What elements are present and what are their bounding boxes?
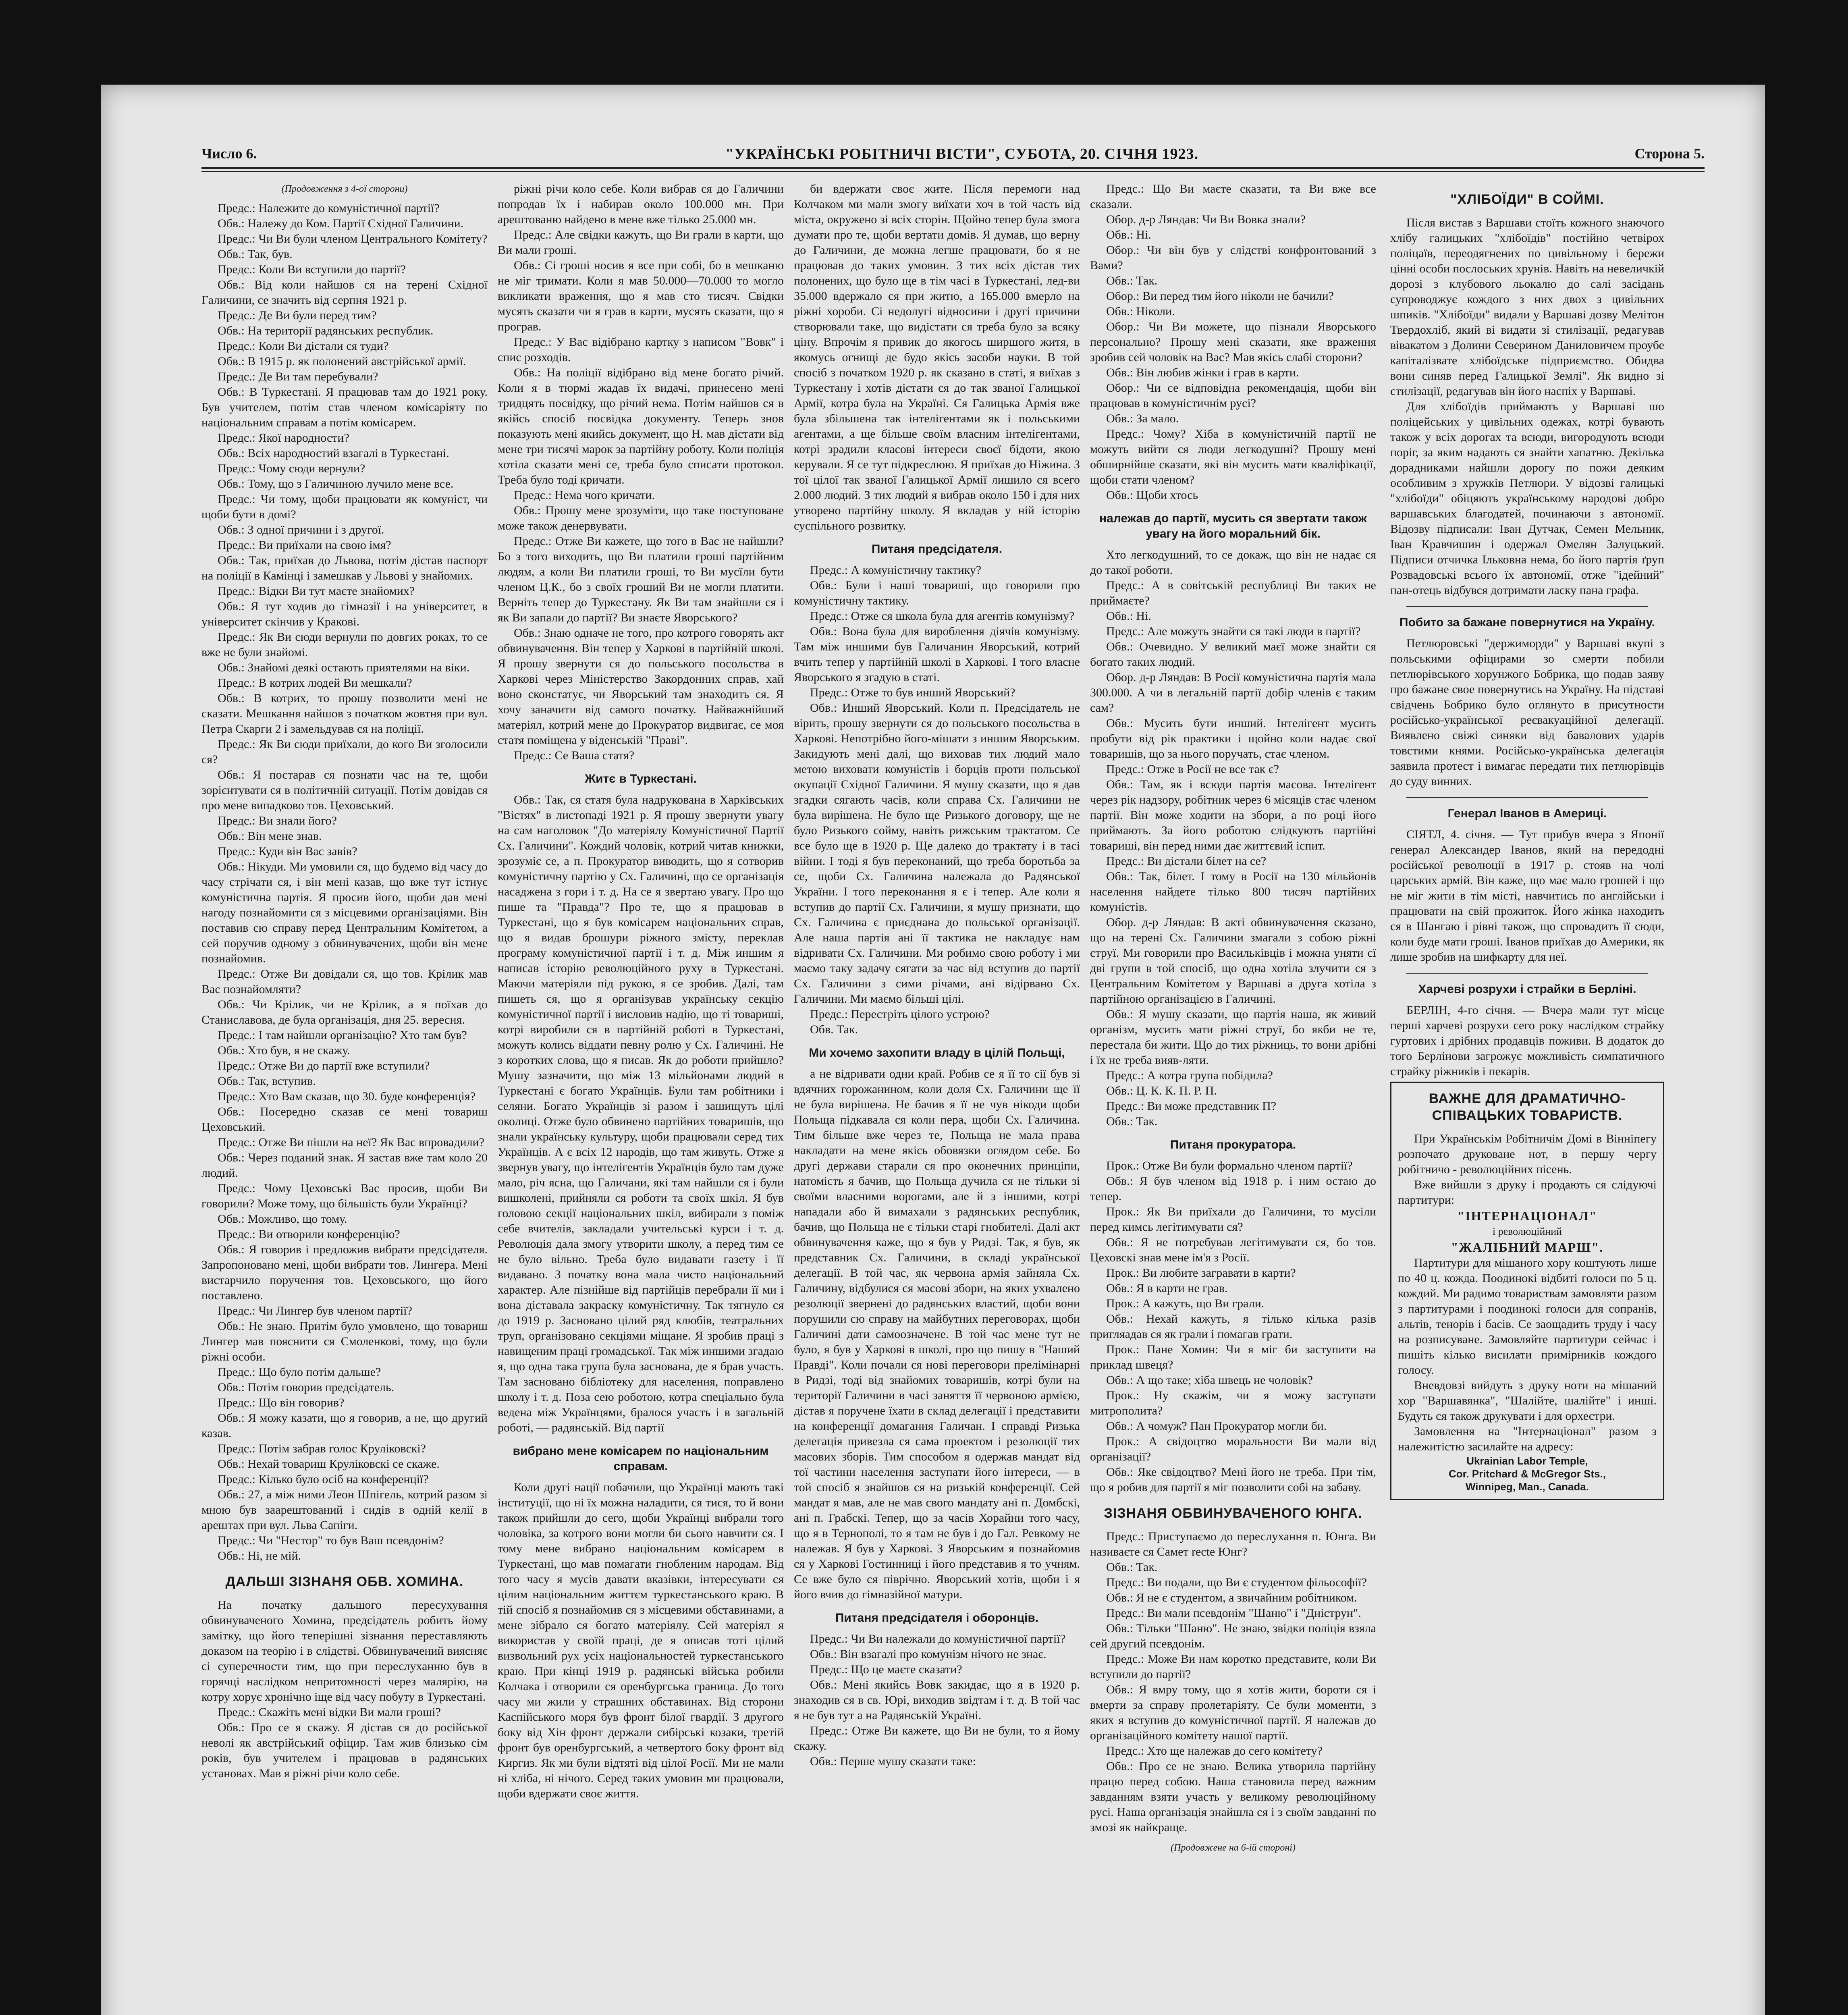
- paragraph: Обв.: Ніколи.: [1106, 305, 1175, 318]
- paragraph: Предс.: Що він говорив?: [218, 1396, 345, 1409]
- column-3: [794, 181, 1080, 2015]
- advert-paragraphs: [1398, 1131, 1657, 1208]
- paragraph: Обв.: Через поданий знак. Я застав вже там коло 20 людий.: [201, 1151, 488, 1180]
- paragraph: Предс.: Отже ся школа була для агентів комунізму?: [810, 609, 1075, 623]
- paragraph: Обв.: Сі гроші носив я все при собі, бо в мешканю не міг тримати. Коли я мав 50.000—70.000 то могло викликати враження, що я мав сто тисяч. Свідки мусять сказати чи я грав в карти, мусять сказати, що я програв.: [498, 259, 784, 333]
- column-5-paragraphs-2: [1390, 636, 1664, 789]
- divider: [1406, 797, 1648, 798]
- heading-jung-testimony: ЗІЗНАНЯ ОБВИНУВАЧЕНОГО ЮНГА.: [1104, 1506, 1362, 1521]
- heading-elected-commissar: вибрано мене комісарем по національним справам.: [513, 1444, 769, 1473]
- paragraph: Предс.: Де Ви там перебували?: [218, 370, 378, 383]
- page-side-label: Сторона 5.: [1634, 145, 1705, 162]
- paragraph: Обв.: Я не потребував легітимувати ся, бо тов. Цеховскі знав мене ім'я з Росії.: [1090, 1236, 1376, 1264]
- paragraph: Обор.: Чи Ви можете, що пізнали Яворського персонально? Прошу мені сказати, яке враження зробив сей чоловік на Вас? Мав якісь слабі сторони?: [1090, 320, 1376, 364]
- internationale-title: "ІНТЕРНАЦІОНАЛ": [1457, 1209, 1597, 1223]
- heading-party-moral-side: належав до партії, мусить ся звертати також увагу на його моральний бік.: [1099, 512, 1367, 540]
- paragraph: Обв.: Він взагалі про комунізм нічого не знає.: [810, 1647, 1047, 1661]
- heading-seize-power: Ми хочемо захопити владу в цілій Польщі,: [809, 1046, 1065, 1059]
- column-5-paragraphs-1: [1390, 215, 1664, 598]
- column-5: [1390, 181, 1664, 2015]
- paragraph: Обв.: Так, приїхав до Львова, потім дістав паспорт на поліції в Камінці і замешкав у Львові у знайомих.: [201, 554, 488, 582]
- paragraph: Предс.: Відки Ви тут маєте знайомих?: [218, 584, 415, 598]
- column-4-paragraphs-2: [1090, 547, 1376, 1129]
- paragraph: Обв.: Знаю одначе не того, про котрого говорять акт обвинувачення. Він тепер у Харкові в партійній школі. Я прошу звернути ся до польського посольства в Харкові через Міністерство Закордонних справ, хай воно сконстатує, чи Яворський там знаходить ся. Я хочу заначити від самого початку. Найважнійший матеріял, котрий мене до Прокуратор видвигає, се моя статя поміщена у віденській "Праві".: [498, 626, 784, 747]
- paragraph: Предс.: Ви мали псевдонім "Шаню" і "Дніструн".: [1106, 1606, 1361, 1620]
- paragraph: Предс.: Що було потім дальше?: [218, 1365, 381, 1379]
- column-4: [1090, 181, 1376, 2015]
- page-number-label: Число 6.: [201, 145, 257, 162]
- paragraph: Предс.: Отже в Росії не все так є?: [1106, 762, 1279, 776]
- paragraph: Предс.: Але свідки кажуть, що Ви грали в карти, що Ви мали гроші.: [498, 228, 784, 257]
- column-3-paragraphs-4: [794, 1631, 1080, 1769]
- paragraph: Вже вийшли з друку і продають ся слідуючі партитури:: [1398, 1178, 1657, 1207]
- paragraph: Предс.: Отже то був инший Яворський?: [810, 686, 1015, 699]
- heading-chairman-defence-questions: Питаня предсідателя і оборонців.: [835, 1611, 1039, 1624]
- paragraph: Предс.: Чому? Хіба в комуністичній партії не можуть вийти ся люди легкодушні? Прошу мені обширнійше сказати, які він мусить мати кваліфікації, щоби стати членом?: [1090, 427, 1376, 486]
- paragraph: Прок.: А кажуть, що Ви грали.: [1106, 1297, 1265, 1310]
- paragraph: Обв.: 27, а між ними Леон Шпігель, котрий разом зі мною був заарештований і сидів в одній келії в арештах при вул. Льва Сапіги.: [201, 1488, 488, 1532]
- column-1: [201, 181, 488, 2015]
- paragraph: Предс.: Приступаємо до переслухання п. Юнга. Ви називаєте ся Самет recte Юнг?: [1090, 1530, 1376, 1558]
- column-2: [498, 181, 784, 2015]
- paragraph: Предс.: А в совітській республиці Ви таких не приймаєте?: [1090, 579, 1376, 607]
- paragraph: Прок.: Ви любите загравати в карти?: [1106, 1266, 1296, 1280]
- paragraph: Предс.: Ви отворили конференцію?: [218, 1228, 400, 1241]
- paragraph: ріжні річи коло себе. Коли вибрав ся до Галичини попродав їх і набирав около 100.000 мн. При арештованю найдено в мене вже тілько 25.000 мн.: [498, 182, 784, 226]
- paragraph: Обор. д-р Ляндав: В Росії комуністична партія мала 300.000. А чи в легальній партії добір членів є таким сам?: [1090, 671, 1376, 715]
- paragraph: Обв.: За мало.: [1106, 412, 1179, 425]
- column-2-paragraphs: [498, 181, 784, 763]
- paragraph: Обв.: Инший Яворський. Коли п. Предсідатель не вірить, прошу звернути ся до польського посольства в Харкові. Непотрібно його-мішати з иншим Яворським. Закидують мені далі, що виховав тих людий мало метою виховати комуністів і борців проти польської окупації Східної Галичини. Я мушу сказати, що я дав згадки сягають часів, коли справа Сх. Галичини не була вирішена. Не було ще Ризького договору, ще не було Ризького сойму, навіть рижським трактатом. Се все було ще в 1920 р. Ще далеко до трактату і в тасі війни. І тоді я був переконаний, що треба боротьба за се, щоби Сх. Галичина належала до Радянської України. І того переконання я є і тепер. Але коли я вступив до партії Сх. Галичини, я мушу признати, що Сх. Галичина є приєднана до польської організації. Але наша партія ані її тактика не накладує нам відривати Сх. Галичини. Ми робимо свою роботу і ми маємо таку задачу сягати за час від вступив до партії Сх. Галичини з сими річами, ані відірвано Сх. Галичини. Ми маємо більші цілі.: [794, 701, 1080, 1005]
- funeral-march-title: "ЖАЛІБНИЙ МАРШ".: [1451, 1240, 1604, 1255]
- paragraph: СІЯТЛ, 4. січня. — Тут прибув вчера з Японії генерал Александер Іванов, який на передодні російської революції в 1917 р. стояв на чолі царських армій. Він каже, що має мало грошей і що не міг жити в тім місті, навчитись по англійськи і працювати на свій прожиток. Його жінка находить ся в Шангаю і рівні також, що спровадить її сюди, коли буде мати гроші. Іванов приїхав до Америки, як лише зробив на шифкарту для неї.: [1390, 828, 1664, 964]
- paragraph: Обв.: В Туркестані. Я працював там до 1921 року. Був учителем, потім став членом комісаріяту по національним справам а потім комісарем.: [201, 385, 488, 429]
- masthead-rule-thin: [201, 171, 1705, 172]
- paragraph: Партитури для мішаного хору коштують лише по 40 ц. кожда. Поодинокі відбиті голоси по 5 ц. кождий. Ми радимо товариствам замовляти разом з партитурами і поодинокі голоси для сопранів, альтів, тенорів і басів. Се заощадить труду і часу на розписуване. Замовляйте партитури сейчас і пишіть кілько висилати примірників кождого голосу.: [1398, 1256, 1657, 1377]
- paragraph: Предс.: Може Ви нам коротко представите, коли Ви вступили до партії?: [1090, 1652, 1376, 1681]
- paragraph: Обв.: Він мене знав.: [218, 829, 322, 843]
- paragraph: Предс.: Скажіть мені відки Ви мали гроші?: [218, 1705, 441, 1719]
- paragraph: Обор.: Чи се відповідна рекомендація, щоби він працював в комуністичнім русі?: [1090, 381, 1376, 410]
- paragraph: Обв.: Можливо, що тому.: [218, 1212, 347, 1226]
- paragraph: Прок.: Пане Хомин: Чи я міг би заступити на приклад швеця?: [1090, 1343, 1376, 1371]
- paragraph: При Українськім Робітничім Домі в Вінніпегу розпочато друковане нот, в першу чергу робітничо - революційних пісень.: [1398, 1132, 1657, 1176]
- advert-paragraphs-2: [1398, 1255, 1657, 1454]
- paragraph: Обв.: Нікуди. Ми умовили ся, що будемо від часу до часу стрічати ся, і він мені казав, що вже тут істнує комуністична партія. Я просив його, щоби дав мені нагоду познайомити ся з місцевими організаціями. Він поставив сю справу перед Центральним Комітетом, а сей поручив одному з обвинувачених, щоби він мене познайомив.: [201, 860, 488, 965]
- paragraph: Обв.: Я тут ходив до гімназії і на університет, в університет скінчив у Кракові.: [201, 600, 488, 628]
- column-1-paragraphs-2: [201, 1597, 488, 1781]
- paragraph: Предс.: Потім забрав голос Круліковскі?: [218, 1442, 426, 1455]
- paragraph: Замовлення на "Інтернаціонал" разом з належитістю засилайте на адресу:: [1398, 1425, 1657, 1453]
- newspaper-page: [101, 85, 1765, 2015]
- column-4-paragraphs: [1090, 181, 1376, 503]
- paragraph: Обв.: Про се я скажу. Я дістав ся до російської неволі як австрійський офіцир. Там жив близько сім років, був учителем і працював в радянських установах. Мав я ріжні річи коло себе.: [201, 1721, 488, 1780]
- paragraph: Обв.: Потім говорив предсідатель.: [218, 1381, 395, 1394]
- paragraph: Обв.: Я говорив і предложив вибрати предсідателя. Запропоновано мені, щоби вибрати тов. Лингера. Мені вистарчило поручення тов. Цеховського, що його поставлено.: [201, 1243, 488, 1302]
- heading-general-ivanov: Генерал Іванов в Америці.: [1447, 807, 1607, 820]
- heading-food-riots-berlin: Харчеві розрухи і страйки в Берліні.: [1418, 983, 1636, 996]
- paragraph: Петлюровські "держиморди" у Варшаві вкупі з польськими офіцирами зо смерти побили петлюрівського хорунжого Бобрика, що подав заяву про бажане свое повернутись на Україну. На підставі свідчень Бобрико було оглянуто в присутности російсько-української реєвакуаційної делегації. Виявлено свіжі синяки від бавалових ударів товстими княми. Російсько-українська делегація заявила протест і вимагає передати тих петлюрівців до суду винних.: [1390, 637, 1664, 788]
- paragraph: Обв.: Тільки "Шаню". Не знаю, звідки поліція взяла сей другий псевдонім.: [1090, 1622, 1376, 1650]
- column-5-paragraphs-3: [1390, 827, 1664, 965]
- column-4-paragraphs-4: [1090, 1529, 1376, 1835]
- paragraph: Предс.: І там найшли організацію? Хто там був?: [218, 1028, 467, 1042]
- paragraph: Обв.: Так, був.: [218, 247, 293, 261]
- and-revolutionary-label: і революційний: [1492, 1226, 1562, 1237]
- paragraph: Предс.: Куди він Вас завів?: [218, 845, 357, 858]
- address-line-3: Winnipeg, Man., Canada.: [1465, 1481, 1589, 1493]
- paragraph: Обв.: Хто був, я не скажу.: [218, 1044, 350, 1057]
- paragraph: Прок.: А свідоцтво моральности Ви мали від організації?: [1090, 1435, 1376, 1463]
- paragraph: Обв.: Знайомі деякі остають приятелями на віки.: [218, 661, 470, 674]
- paper-title-line: "УКРАЇНСЬКІ РОБІТНИЧІ ВІСТИ", СУБОТА, 20. СІЧНЯ 1923.: [725, 145, 1199, 162]
- paragraph: Коли другі нації побачили, що Українці мають такі інституції, що ні їх можна наладити, ся тися, то й вони також прийшли до сего, щоби Українці вибрали того чоловіка, за котрого вони могли би сього навчити ся. І тому мене вибрано національним комісарем в Туркестані, що мав помагати гнобленим народам. Від того часу я мусів давати вказівки, інтересувати ся цілим національним життєм туркестанського краю. В тій спосіб я познайомив ся з місцевими обставинами, а мене зібрало ся богато матеріялу. Сей матеріял я використав у своїй праці, де я описав тоті цілий визвольний рух усіх національностей туркестанського краю. При кінці 1919 р. радянські війська робили Колчака і отворили ся оренбургська граница. До того часу ми жили у страшних обставинах. Від сторони Каспійського моря був фронт білої гвардії. З другого боку від Хін фронт держали сибірські козаки, третій фронт був оренбургський, а четвертого боку фронт від Киргиз. Як ми були відтяті від цілої Росії. Ми не мали ні хліба, ні нічого. Серед таких умовин ми працювали, щоби вдержати своє життя.: [498, 1481, 784, 1800]
- heading-life-in-turkestan: Житє в Туркестані.: [585, 772, 697, 785]
- paragraph: Обв.: Були і наші товариші, що говорили про комуністичну тактику.: [794, 579, 1080, 607]
- paragraph: Обор. д-р Ляндав: В акті обвинувачення сказано, що на терені Сх. Галичини змагали з собою ріжні струї. Ми говорили про Васильківців і можна уняти сї дві групи в той спосіб, що одна хотіла злучити ся з Центральним Комітетом у Варшаві а друга хотіла з партійною організацією в Галичині.: [1090, 916, 1376, 1005]
- paragraph: би вдержати своє жите. Після перемоги над Колчаком ми мали змогу виїхати хоч в той часть від міста, окружено зі всіх сторін. Щойно тепер була змога думати про те, щоби вертати домів. Я думав, що верну до Галичини, де можна легше працювати, бо я не працював до таких умовин. З тих всіх дістав тих полонених, що було ще в тім часі в Туркестані, лед-ви 35.000 вдержало ся при житю, а 165.000 вмерло на ріжні хороби. Сі недолугі відносини і другі причини створювали таке, що видістати ся треба було за всяку ціну. Впрочім я привик до якогось ширшого житя, в якомусь огнищі де будо якісь засоби науки. В той спосіб з початком 1920 р. як сказано в статі, я виїхав з Туркестану і хотів дістати ся до так званої Галицької Армії, котра була на Україні. Ся Галицька Армія вже була збільшена так інтелігентами як і польськими агентами, а ще більше своїм власним інтелігентами, котрі зрадили класові інтереси своєї бідоти, якою керували. Я се тут підкреслюю. Я приїхав до Ніжина. З тої цілої так званої Галицької Армії лишило ся всего 2.000 людий. З тих людий я вибрав около 150 і для них утворено партійну школу. Я вкладав у ній історію суспільного розвитку.: [794, 182, 1080, 532]
- paragraph: Обв.: Я був членом від 1918 р. і ним остаю до тепер.: [1090, 1174, 1376, 1203]
- heading-khliboidy-sejm: "ХЛІБОЇДИ" В СОЙМІ.: [1450, 192, 1604, 207]
- column-3-paragraphs-3: [794, 1066, 1080, 1602]
- paragraph: Обв.: Тому, що з Галичиною лучило мене все.: [218, 477, 454, 490]
- paragraph: Обв.: З одної причини і з другої.: [218, 523, 384, 536]
- paragraph: Предс.: Ви знали його?: [218, 814, 337, 827]
- paragraph: Предс.: Чому сюди вернули?: [218, 462, 365, 475]
- paragraph: Предс.: Отже Ви кажете, що того в Вас не найшли? Бо з того виходить, що Ви платили гроші партійним людям, а коли Ви платили гроші, то Ви мусїли бути членом Ц.К., бо з своїх гроший Ви не могли платити. Верніть тепер до Туркестану. Як Ви там знайшли ся і як Ви запали до партії? Ви знаєте Яворського?: [498, 534, 784, 624]
- paragraph: Предс.: А комуністичну тактику?: [810, 563, 982, 577]
- paragraph: Обв. Так.: [810, 1023, 858, 1036]
- paragraph: Обв.: Так, вступив.: [218, 1074, 316, 1088]
- paragraph: Обв.: Щоби хтось: [1106, 488, 1198, 502]
- paragraph: Предс.: Отже Ви до партії вже вступили?: [218, 1059, 430, 1072]
- paragraph: Прок.: Отже Ви були формально членом партії?: [1106, 1159, 1353, 1172]
- paragraph: Предс.: Чи тому, щоби працювати як комуніст, чи щоби бути в домі?: [201, 492, 488, 521]
- paragraph: Обв.: Перше мушу сказати таке:: [810, 1755, 976, 1768]
- paragraph: Предс.: А котра група побідила?: [1106, 1069, 1273, 1082]
- paragraph: Обв.: Нехай кажуть, я тілько кілька разів пригляадав ся як грали і помагав грати.: [1090, 1312, 1376, 1341]
- paragraph: Прок.: Ну скажім, чи я можу заступати митрополита?: [1090, 1389, 1376, 1417]
- paragraph: На початку дальшого пересухування обвинуваченого Хомина, предсідатель робить йому замітку, що його теперішні зізнання переставляють доказом на теорію і в слідстві. Обвинувачений виясняє сі суперечности тим, що при переслуханню був в горячці наслідком непритомності через малярію, на котру хорує хронічно іще від часу побуту в Туркестані.: [201, 1598, 488, 1703]
- paragraph: Предс.: Отже Ви кажете, що Ви не були, то я йому скажу.: [794, 1724, 1080, 1753]
- paragraph: Предс.: Чи "Нестор" то був Ваш псевдонім?: [218, 1534, 444, 1547]
- paragraph: Обв.: В котрих, то прошу позволити мені не сказати. Мешкання найшов з початком жовтня при вул. Петра Скарги 2 і замельдував ся на поліції.: [201, 692, 488, 735]
- paragraph: Обв.: Так.: [1106, 274, 1158, 287]
- continuation-note: (Продовження з 4-ої сторони): [281, 184, 408, 194]
- column-5-paragraphs-4: [1390, 1003, 1664, 1079]
- paragraph: Обв.: Очевидно. У великий маєї може знайти ся богато таких людий.: [1090, 640, 1376, 669]
- paragraph: Предс.: Як Ви сюди вернули по довгих роках, то се вже не були знайомі.: [201, 630, 488, 659]
- paragraph: Предс.: Що це маєте сказати?: [810, 1663, 962, 1676]
- column-3-paragraphs: [794, 181, 1080, 534]
- heading-drama-societies: ВАЖНЕ ДЛЯ ДРАМАТИЧНО-СПІВАЦЬКИХ ТОВАРИСТВ.: [1429, 1091, 1626, 1123]
- paragraph: Обв.: Я мушу сказати, що партія наша, як живий організм, мусить мати ріжні струї, бо якби не те, перестала би жити. Що до тих ріжниць, то вони дрібні і їх не треба вияв-ляти.: [1090, 1008, 1376, 1067]
- column-2-paragraphs-2: [498, 792, 784, 1435]
- paragraph: Предс.: Ви приїхали на свою імя?: [218, 538, 391, 552]
- paragraph: Предс.: Отже Ви довідали ся, що тов. Крілик мав Вас познайомляти?: [201, 967, 488, 996]
- paragraph: Обв.: Належу до Ком. Партії Східної Галичини.: [218, 217, 464, 230]
- paragraph: Обв.: Там, як і всюди партія масова. Інтелігент через рік надзору, робітник через 6 місяців стає членом партії. Він може ходити на збори, а по році його приймають. За його роботою слідкують партійні товариші, він перед ними дає життєвий іспит.: [1090, 778, 1376, 852]
- paragraph: Обв.: В 1915 р. як полонений австрійської армії.: [218, 355, 466, 368]
- paragraph: Обв.: Вона була для вироблення діячів комунізму. Там між иншими був Галичанин Яворський, котрий вчить тепер у партійній школі в Харкові. І того власне Яворського я згадую в статі.: [794, 625, 1080, 684]
- paragraph: Предс.: Ви дістали білет на се?: [1106, 854, 1267, 868]
- paragraph: Обор.: Чи він був у слідстві конфронтований з Вами?: [1090, 243, 1376, 272]
- paragraph: Обв.: Яке свідоцтво? Мені його не треба. При тім, що я робив для партії я міг позволити собі на забаву.: [1090, 1465, 1376, 1494]
- paragraph: Обв.: Прошу мене зрозуміти, що таке поступоване може також денервувати.: [498, 504, 784, 532]
- paragraph: Обв.: Я не є студентом, а звичайним робітником.: [1106, 1591, 1357, 1604]
- paragraph: Предс.: Де Ви були перед тим?: [218, 309, 377, 322]
- paragraph: Предс.: Хто ще належав до сего комітету?: [1106, 1744, 1323, 1757]
- column-4-paragraphs-3: [1090, 1158, 1376, 1495]
- column-2-paragraphs-3: [498, 1480, 784, 1801]
- paragraph: Обв.: Мусить бути инший. Інтелігент мусить пробути від рік практики і щойно коли надає свої товаришів, що за нього поручать, стає членом.: [1090, 717, 1376, 760]
- heading-chairman-questions: Питаня предсідателя.: [871, 542, 1003, 556]
- paragraph: Обв.: Мені якийсь Вовк закидає, що я в 1920 р. знаходив ся в св. Юрі, виходив звідтам і т. д. В той час я не був тут а на Радянській Україні.: [794, 1678, 1080, 1722]
- column-1-paragraphs: [201, 201, 488, 1564]
- paragraph: Обв.: Всіх народностий взагалі в Туркестані.: [218, 447, 449, 460]
- paragraph: Обв.: Ні.: [1106, 609, 1151, 623]
- divider: [1406, 973, 1648, 974]
- paragraph: Обв.: Так, білет. І тому в Росії на 130 мільйонів населення найдете тілько 800 тисяч партійних комуністів.: [1090, 870, 1376, 914]
- paragraph: Предс.: Коли Ви дістали ся туди?: [218, 339, 389, 353]
- paragraph: Предс.: Ви подали, що Ви є студентом фільософії?: [1106, 1576, 1367, 1589]
- paragraph: Предс.: В котрих людей Ви мешкали?: [218, 676, 412, 690]
- paragraph: Обв.: Від коли найшов ся на терені Східної Галичини, се значить від серпня 1921 р.: [201, 278, 488, 307]
- paragraph: Предс.: Се Ваша статя?: [514, 749, 635, 762]
- paragraph: Предс.: Чи Лингер був членом партії?: [218, 1304, 412, 1317]
- paragraph: Обв.: Ц. К. К. П. Р. П.: [1106, 1084, 1217, 1097]
- paragraph: Обв.: Так.: [1106, 1115, 1158, 1128]
- paragraph: БЕРЛІН, 4-го січня. — Вчера мали тут місце перші харчеві розрухи сего року наслідком страйку гуртових і дрібних продавців поживи. В додаток до того Берлінови загрожує можливість симпатичного страйку ріжників і пекарів.: [1390, 1003, 1664, 1078]
- paragraph: Обв.: Ні, не мій.: [218, 1549, 301, 1562]
- heading-prosecutor-questions: Питаня прокуратора.: [1170, 1138, 1296, 1151]
- paragraph: Предс.: Ви може представник П?: [1106, 1099, 1277, 1113]
- paragraph: Обв.: На поліції відібрано від мене богато річий. Коли я в тюрмі жадав їх видачі, принесено мені тридцять посвідку, що річий нема. Потім найшов ся в якійсь спосіб посвідка документу. Теперь знов показують мені якийсь документ, що Н. мав дістати від мене три тисячі марок за партійну роботу. Коли поліція хотіла сказати мені се, треба було списати протокол. Треба було тоді кричати.: [498, 366, 784, 486]
- paragraph: Предс.: Але можуть знайти ся такі люди в партії?: [1106, 625, 1361, 638]
- paragraph: Обв.: А що таке; хіба швець не чоловік?: [1106, 1373, 1313, 1387]
- paragraph: Предс.: Кілько було осіб на конференції?: [218, 1473, 429, 1486]
- paragraph: Предс.: Хто Вам сказав, що 30. буде конференція?: [218, 1090, 475, 1103]
- paragraph: Обв.: Нехай товариш Круліковскі се скаже.: [218, 1457, 440, 1471]
- paragraph: Обв.: Так, ся статя була надрукована в Харківських "Вістях" в листопаді 1921 р. Я прошу звернути увагу на сам наголовок "До матеріялу Комуністичної Партії Сх. Галичини". Кождий чоловік, котрий читав книжки, зрозуміє се, а п. Прокуратор виводить, що я сотворив комуністичну партію у Сх. Галичині, що се організація насаджена з гори і т. д. На се я звертаю увагу. Про що пише та "Правда"? Про те, що я працював в Туркестані, що я був комісарем національних справ, що я видав брошури ріжного змісту, переклав програму комуністичної партії і т. д. Між иншим я написав історію революційного руху в Туркестані. Маючи матеріяли під рукою, я се зробив. Далі, там пишеть ся, що я організував українську секцію комуністичної партії і висловив надію, що ті товариші, котрі виробили ся в партійній роботі в Туркестані, можуть колись віддати певну ролю у Сх. Галичині. Не з коротких слова, що я писав. Як до роботи прийшло? Мушу зазначити, що між 13 мільйонами людий в Туркестані є богато Українців. Були там робітники і селяни. Богато Українців зі разом і зашищуть цілі околиці. Отже було обвинено партійних товаришів, що знали українську культуру, щоби працювали серед тих Українців. А є всіх 12 народів, що там живуть. Отже я звернув увагу, що інтелігентів Українців було там дуже мало, річ ясна, що Галичани, які там найшли ся і були вишколені, прийняли ся роботи та своїх шкіл. Я був головою секції національних шкіл, вибирали з поміж себе вчителів, закладали учительські курси і т. д. Революція дала змогу утворити школу, а перед тим се не було вільно. Треба було видавати газету і її видавано. З початку вона мала чисто національний характер. Але пізнійше від партійців перебрали її ми і вона діставала закраску комуністичну. Так тягнуло ся до 1919 р. Засновано цілий ряд клюбів, театральних труп, організовано секціями міщане. Я зробив праці з навищеним праці громадської. Так між иншими згадаю я, що одна така група була заснована, де я брав участь. Там засновано бібліотеку для населення, поправлено школу і т. д. Поза сею роботою, котра спеціально була ведена між Українцями, бралося участь і в загальній роботі, — радянській. Від партії: [498, 793, 784, 1434]
- heading-beaten-for-return: Побито за бажане повернутися на Україну.: [1399, 616, 1655, 629]
- paragraph: Предс.: Чи Ви були членом Центрального Комітету?: [218, 232, 488, 245]
- paragraph: Після вистав з Варшави стоїть кожного знаючого хлібу галицьких "хлібоїдів" постійно четвірох поліцаїв, переодягнених по цивільному і бережи цінні особи послоських хрунів. Навіть на невеличкій дорозі з клубового льокалю до салі засідань супроводжує кождого з них двох з цивільних шпиків. "Хлібоїди" видали у Варшаві дозву Мелітон Твердохліб, який ві видати зі стилізації, редагував вівакатом з Долини Северином Даниловичем проубе капіталізвате хлібоїдськe підприємство. Обидва вони синяв перед Галицької Землі". Як видно зі стилізації, редагував він його наспіх у Варшаві.: [1390, 216, 1664, 398]
- paragraph: Обв.: Чи Крілик, чи не Крілик, а я поїхав до Станиславова, де була організація, дня 25. вересня.: [201, 998, 488, 1026]
- paragraph: Прок.: Як Ви приїхали до Галичини, то мусіли перед кимсь легітимувати ся?: [1090, 1205, 1376, 1234]
- paragraph: Обв.: На території радянських республик.: [218, 324, 434, 337]
- paragraph: Предс.: Що Ви маєте сказати, та Ви вже все сказали.: [1090, 182, 1376, 211]
- paragraph: Хто легкодушний, то се докаж, що він не надає ся до такої роботи.: [1090, 548, 1376, 577]
- paragraph: Обв.: Я вмру тому, що я хотів жити, бороти ся і вмерти за справу пролетаріяту. Се були моменти, з яких я вступив до комуністичної партії. Я належав до організаційного комітету нашої партії.: [1090, 1683, 1376, 1742]
- paragraph: Обв.: Я в карти не грав.: [1106, 1282, 1228, 1295]
- paragraph: Предс.: Коли Ви вступили до партії?: [218, 263, 406, 276]
- paragraph: Предс.: Належите до комуністичної партії?: [218, 202, 440, 215]
- address-line-1: Ukrainian Labor Temple,: [1466, 1455, 1588, 1467]
- advertisement-box: [1390, 1082, 1664, 1500]
- paragraph: Обв.: Не знаю. Притім було умовлено, що товариш Лингер мав пояснити ся Смоленкові, тому, що були ріжні особи.: [201, 1319, 488, 1363]
- paragraph: Предс.: Якої народности?: [218, 431, 349, 445]
- paragraph: Обв.: Він любив жінки і грав в карти.: [1106, 366, 1299, 379]
- paragraph: Обв.: А чомуж? Пан Прокуратор могли би.: [1106, 1419, 1327, 1433]
- paragraph: Обв.: Я можу казати, що я говорив, а не, що другий казав.: [201, 1411, 488, 1440]
- paragraph: Для хлібоїдів приймають у Варшаві шо поліцейських у цивільних одежах, котрі бувають також у всіх дорогах та всюди, вигородують всюди поріг, за яким надають ся знайти хапатню. Декілька дорадниками найшли дорогу по пожи деяким особливим з хружків Петлюри. У відозві галицькі "хлібоїди" обіцяють українському народові добро варшавських благодатей, починаючи з автономії. Відозву підписали: Іван Дутчак, Семен Мельник, Іван Кравчишин і одержал Омелян Залуцький. Підписи отчичка Ільковна нема, бо його партія ґруп Розвадовські всього їх автономії, отже "ідейний" пан-отець відбувся дотримати ласку пана графа.: [1390, 400, 1664, 597]
- paragraph: Предс.: Як Ви сюди приїхали, до кого Ви зголосили ся?: [201, 737, 488, 766]
- column-3-paragraphs-2: [794, 563, 1080, 1037]
- paragraph: Предс.: Чи Ви належали до комуністичної партії?: [810, 1632, 1066, 1645]
- divider: [1406, 606, 1648, 607]
- paragraph: Обв.: Я постарав ся познати час на те, щоби зорієнтувати ся в політичній ситуації. Потім довідав ся про мене випадково тов. Цеховський.: [201, 768, 488, 812]
- paragraph: Предс.: У Вас відібрано картку з написом "Вовк" і спис розходів.: [498, 335, 784, 364]
- address-line-2: Cor. Pritchard & McGregor Sts.,: [1448, 1468, 1606, 1480]
- paragraph: Предс.: Отже Ви пішли на неї? Як Вас впровадили?: [218, 1136, 484, 1149]
- paragraph: Обор.: Ви перед тим його ніколи не бачили?: [1106, 289, 1334, 303]
- paragraph: Предс.: Чому Цеховські Вас просив, щоби Ви говорили? Може тому, що більшість були Українці?: [201, 1182, 488, 1210]
- masthead-rule: [201, 167, 1705, 169]
- paragraph: Обв.: Ні.: [1106, 228, 1151, 241]
- paragraph: Обв.: Про се не знаю. Велика утворила партійну працю перед собою. Наша становила перед важним завданням взяти участь у великому революційному русі. Наша організація знайшла ся і з своїм завданні по змозі як найкраще.: [1090, 1759, 1376, 1834]
- paragraph: Предс.: Перестріть цілого устрою?: [810, 1008, 990, 1021]
- paragraph: Обв.: Так.: [1106, 1560, 1158, 1574]
- paragraph: Вневдовзі вийдуть з друку ноти на мішаний хор "Варшавянка", "Шалійте, шалійте" і инші. Будуть ся також друкувати і для орхестри.: [1398, 1379, 1657, 1423]
- heading-further-testimony: ДАЛЬШІ ЗІЗНАНЯ ОБВ. ХОМИНА.: [225, 1574, 464, 1589]
- paragraph: а не відривати одни край. Робив се я її то сії був зі вдячних горожанином, коли доля Сх. Галичини ще її не була вирішена. Не бачив я її не чув нікоди щоби Польща підкавала ся коли пера, щоби Сх. Галичина. Тим більше вже через те, Польща не мала права накладати на мене якісь обовязки оглядом себе. Бо другі держави старали ся про оконечних принціпи, натомість я бачив, що Польща дучила ся не тільки зі своїми власними ворогами, але й з іншими, котрі нападали або й вимахали з радянських республик, бачив, що Польща не є тільки старі гнобителі. Далі акт обвинувачення каже, що я був у Ридзі. Так, я був, як представник Сх. Галичини, в складі української делегації. В той час, як червона армія зайняла Сх. Галичину, відбулися ся масові збори, на яких ухвалено резолюції звернені до радянських властий, щоби вони порушили сю справу на майбутних переговорах, щоби Галичині дати самоозначене. В той час мене тут не було, я був у Харкові в школі, про що пишу в "Наший Правді". Коли почали ся нові переговори прелімінарні в Ридзі, тоді від знайомих товаришів, котрі були на території Галичини в часі заняття її червоною армією, дістав я поручене їхати в склад делегації і представити на конференції домагання Галичан. І справді Ризька делегація привезла ся сама проектом і резолюції тих масових зборів. Тим способом я одержав мандат від тої частини населення заступати його інтереси, — в той спосіб я знайшов ся на ризькій конференції. Сей мандат я мав, але не мав свого мандату ані п. Домбскі, ані п. Грабскі. Тепер, що за часів Хорайни того часу, що я в Тернополі, то я там не був і до Гал. Ревкому не належав. Я був у Харкові. З Яворським я познайомив ся у Харкові Гостинниці і його представив я то учням. Се вже було ся піврічно. Яворський хотів, щоби і я його вчив до гімназійної матури.: [794, 1067, 1080, 1601]
- masthead: [101, 85, 1765, 161]
- paragraph: Предс.: Нема чого кричати.: [514, 488, 655, 502]
- paragraph: Обор. д-р Ляндав: Чи Ви Вовка знали?: [1106, 213, 1306, 226]
- paragraph: Обв.: Посередно сказав се мені товариш Цеховський.: [201, 1105, 488, 1134]
- continued-on-page-6: (Продовжене на 6-ій стороні): [1171, 1843, 1296, 1853]
